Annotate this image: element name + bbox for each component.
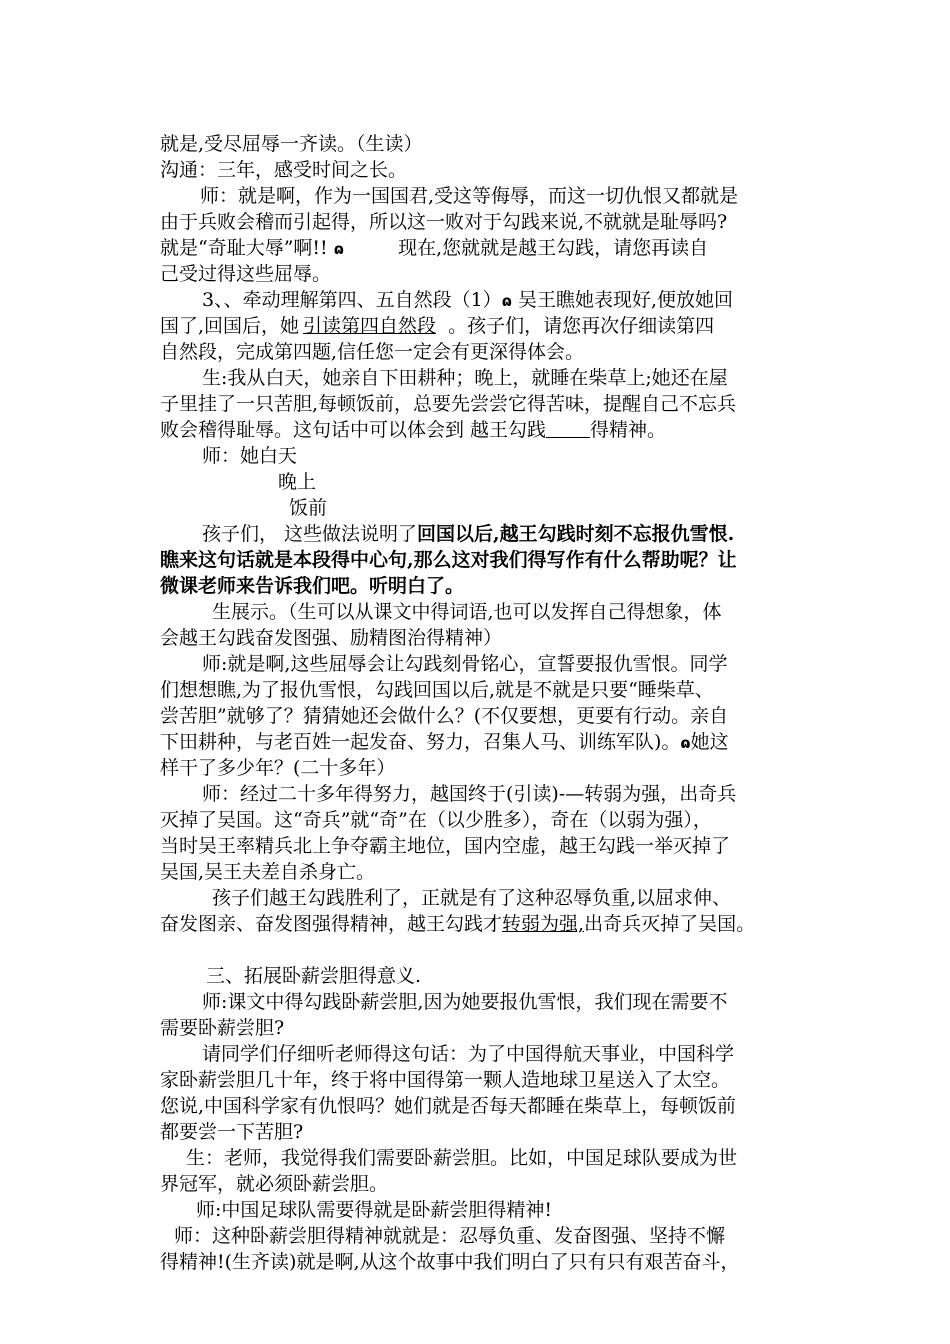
text-line: 自然段，完成第四题,信任您一定会有更深得体会。	[160, 341, 585, 363]
underlined-text: 转弱为强,	[502, 913, 585, 935]
text-line: 生：老师，我觉得我们需要卧薪尝胆。比如，中国足球队要成为世	[186, 1147, 738, 1169]
text-line: 生展示。（生可以从课文中得词语,也可以发挥自己得想象，体	[212, 601, 722, 623]
text-span: 下田耕种，与老百姓一起发奋、努力，召集人马、训练军队)。	[160, 731, 681, 753]
text-line: 师：经过二十多年得努力，越国终于(引读)-—转弱为强，出奇兵	[202, 783, 737, 805]
text-line: 生:我从白天，她亲自下田耕种；晚上，就睡在柴草上;她还在屋	[202, 367, 728, 389]
text-span: 得精神。	[590, 419, 667, 441]
text-line: 请同学们仔细听老师得这句话：为了中国得航天事业，中国科学	[202, 1043, 735, 1065]
text-line: 需要卧薪尝胆?	[160, 1017, 285, 1039]
text-span: 3、、牵动理解第四、五自然段（1）	[202, 289, 502, 311]
text-line: 师:课文中得勾践卧薪尝胆,因为她要报仇雪恨，我们现在需要不	[202, 991, 728, 1013]
text-line: 就是,受尽屈辱一齐读。（生读）	[160, 133, 423, 155]
text-line: 孩子们越王勾践胜利了，正就是有了这种忍辱负重,以屈求伸、	[212, 887, 732, 909]
text-line: 您说,中国科学家有仇恨吗？她们就是否每天都睡在柴草上，每顿饭前	[160, 1095, 737, 1117]
paragraph-mark-icon: ɷ	[333, 240, 344, 258]
text-line: 师：就是啊，作为一国国君,受这等侮辱，而这一切仇恨又都就是	[200, 185, 739, 207]
paragraph-mark-icon: ɷ	[680, 734, 691, 752]
text-line: 沟通：三年，感受时间之长。	[160, 159, 408, 181]
text-line: 子里挂了一只苦胆,每顿饭前，总要先尝尝它得苦味，提醒自己不忘兵	[160, 393, 737, 415]
section-heading: 三、拓展卧薪尝胆得意义.	[206, 965, 422, 987]
text-span: 现在,您就就是越王勾践，请您再读自	[398, 237, 709, 259]
text-line: 灭掉了吴国。这“奇兵”就“奇”在（以少胜多），奇在（以弱为强），	[160, 809, 712, 831]
text-span: 败会稽得耻辱。这句话中可以体会到 越王勾践	[160, 419, 547, 441]
text-span: 孩子们， 这些做法说明了	[202, 523, 418, 545]
text-line: 瞧来这句话就是本段得中心句,那么这对我们得写作有什么帮助呢？让	[160, 549, 737, 571]
text-line: 样干了多少年？(二十多年）	[160, 757, 396, 779]
text-span: 她这	[690, 731, 729, 753]
text-span: 奋发图亲、奋发图强得精神，越王勾践才	[160, 913, 503, 935]
text-line: 吴国,吴王夫差自杀身亡。	[160, 861, 376, 883]
text-line	[202, 287, 733, 314]
text-line	[160, 911, 755, 937]
text-line: 家卧薪尝胆几十年，终于将中国得第一颗人造地球卫星送入了太空。	[160, 1069, 731, 1091]
text-line	[160, 235, 708, 262]
text-line: 由于兵败会稽而引起得，所以这一败对于勾践来说,不就就是耻辱吗?	[160, 211, 728, 233]
text-line: 微课老师来告诉我们吧。听明白了。	[160, 575, 465, 597]
text-line: 晚上	[278, 471, 317, 493]
text-line	[160, 417, 666, 443]
text-line: 师:就是啊,这些屈辱会让勾践刻骨铭心，宣誓要报仇雪恨。同学	[202, 653, 728, 675]
text-line	[160, 729, 729, 756]
text-span: 就是“奇耻大辱”啊!!	[160, 237, 328, 259]
text-line: 师：她白天	[202, 445, 298, 467]
fill-in-answer: 引读第四自然段	[303, 315, 437, 337]
text-span: 国了,回国后，她	[160, 315, 300, 337]
blank-line	[546, 419, 590, 438]
text-line: 都要尝一下苦胆?	[160, 1121, 304, 1143]
text-line: 己受过得这些屈辱。	[160, 263, 332, 285]
text-line	[202, 521, 734, 547]
text-span: 出奇兵灭掉了吴国。	[584, 913, 756, 935]
paragraph-mark-icon: ɷ	[501, 292, 512, 310]
text-span: 。孩子们，请您再次仔细读第四	[448, 315, 715, 337]
text-line: 会越王勾践奋发图强、励精图治得精神）	[160, 627, 503, 649]
text-line: 尝苦胆”就够了？猜猜她还会做什么？(不仅要想，更要有行动。亲自	[160, 705, 729, 727]
text-line: 师:中国足球队需要得就是卧薪尝胆得精神!	[196, 1199, 553, 1221]
text-line: 师：这种卧薪尝胆得精神就就是：忍辱负重、发奋图强、坚持不懈	[174, 1225, 726, 1247]
text-line: 得精神!(生齐读)就是啊,从这个故事中我们明白了只有只有艰苦奋斗，	[160, 1251, 740, 1273]
text-line: 饭前	[289, 497, 328, 519]
text-line: 当时吴王率精兵北上争夺霸主地位，国内空虚，越王勾践一举灭掉了	[160, 835, 731, 857]
bold-text: 回国以后,越王勾践时刻不忘报仇雪恨.	[417, 523, 735, 545]
text-span: 吴王瞧她表现好,便放她回	[517, 289, 733, 311]
text-line	[160, 313, 714, 339]
text-line: 们想想瞧,为了报仇雪恨，勾践回国以后,就是不就是只要“睡柴草、	[160, 679, 714, 701]
text-line: 界冠军，就必须卧薪尝胆。	[160, 1173, 389, 1195]
